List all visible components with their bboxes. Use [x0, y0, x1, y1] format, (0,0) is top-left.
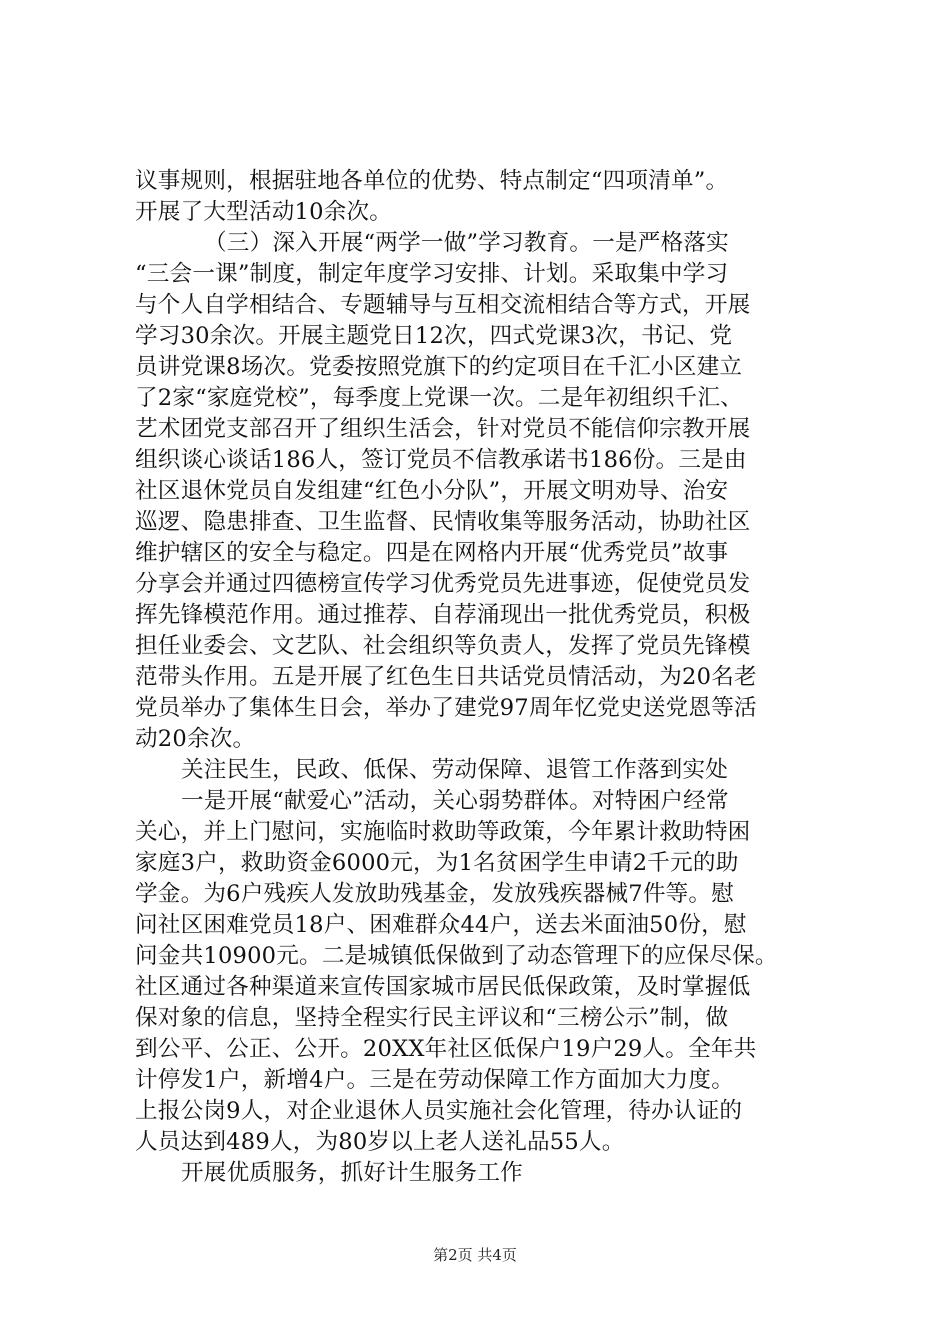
text-line: 问金共10900元。二是城镇低保做到了动态管理下的应保尽保。 [135, 943, 778, 969]
text-line: 范带头作用。五是开展了红色生日共话党员情活动，为20名老 [135, 664, 757, 690]
text-line: “三会一课”制度，制定年度学习安排、计划。采取集中学习 [135, 261, 729, 287]
text-line: 担任业委会、文艺队、社会组织等负责人，发挥了党员先锋模 [135, 633, 751, 659]
text-line: 保对象的信息，坚持全程实行民主评议和“三榜公示”制，做 [135, 1005, 729, 1031]
text-line: 动20余次。 [135, 726, 256, 752]
text-line: 一是开展“献爱心”活动，关心弱势群体。对特困户经常 [181, 788, 729, 814]
text-line: 社区通过各种渠道来宣传国家城市居民低保政策，及时掌握低 [135, 974, 751, 1000]
text-line: 上报公岗9人，对企业退休人员实施社会化管理，待办认证的 [135, 1098, 743, 1124]
text-line: 了2家“家庭党校”，每季度上党课一次。二是年初组织千汇、 [135, 385, 743, 411]
document-body [135, 166, 825, 1189]
text-line: 问社区困难党员18户、困难群众44户，送去米面油50份，慰 [135, 912, 747, 938]
text-line: 学习30余次。开展主题党日12次，四式党课3次，书记、党 [135, 323, 733, 349]
text-line: 挥先锋模范作用。通过推荐、自荐涌现出一批优秀党员，积极 [135, 602, 751, 628]
text-line: 巡逻、隐患排查、卫生监督、民情收集等服务活动，协助社区 [135, 509, 751, 535]
text-line: 开展优质服务，抓好计生服务工作 [181, 1160, 523, 1186]
text-line: 维护辖区的安全与稳定。四是在网格内开展“优秀党员”故事 [135, 540, 729, 566]
text-line: 关心，并上门慰问，实施临时救助等政策，今年累计救助特困 [135, 819, 751, 845]
text-line: 关注民生，民政、低保、劳动保障、退管工作落到实处 [181, 757, 729, 783]
text-line: 学金。为6户残疾人发放助残基金，发放残疾器械7件等。慰 [135, 881, 734, 907]
text-line: 艺术团党支部召开了组织生活会，针对党员不能信仰宗教开展 [135, 416, 751, 442]
text-line: 员讲党课8场次。党委按照党旗下的约定项目在千汇小区建立 [135, 354, 743, 380]
text-line: 与个人自学相结合、专题辅导与互相交流相结合等方式，开展 [135, 292, 751, 318]
text-line: 社区退休党员自发组建“红色小分队”，开展文明劝导、治安 [135, 478, 729, 504]
text-line: 议事规则，根据驻地各单位的优势、特点制定“四项清单”。 [135, 168, 729, 194]
text-line: 计停发1户，新增4户。三是在劳动保障工作方面加大力度。 [135, 1067, 734, 1093]
text-line: 开展了大型活动10余次。 [135, 199, 393, 225]
text-line: 分享会并通过四德榜宣传学习优秀党员先进事迹，促使党员发 [135, 571, 751, 597]
page-footer: 第2页 共4页 [433, 1246, 517, 1264]
text-line: 到公平、公正、公开。20XX年社区低保户19户29人。全年共 [135, 1036, 757, 1062]
text-line: 党员举办了集体生日会，举办了建党97周年忆党史送党恩等活 [135, 695, 757, 721]
text-line: 组织谈心谈话186人，签订党员不信教承诺书186份。三是由 [135, 447, 747, 473]
text-line: 家庭3户，救助资金6000元，为1名贫困学生申请2千元的助 [135, 850, 739, 876]
text-line: 人员达到489人，为80岁以上老人送礼品55人。 [135, 1129, 625, 1155]
text-line: （三）深入开展“两学一做”学习教育。一是严格落实 [204, 230, 729, 256]
